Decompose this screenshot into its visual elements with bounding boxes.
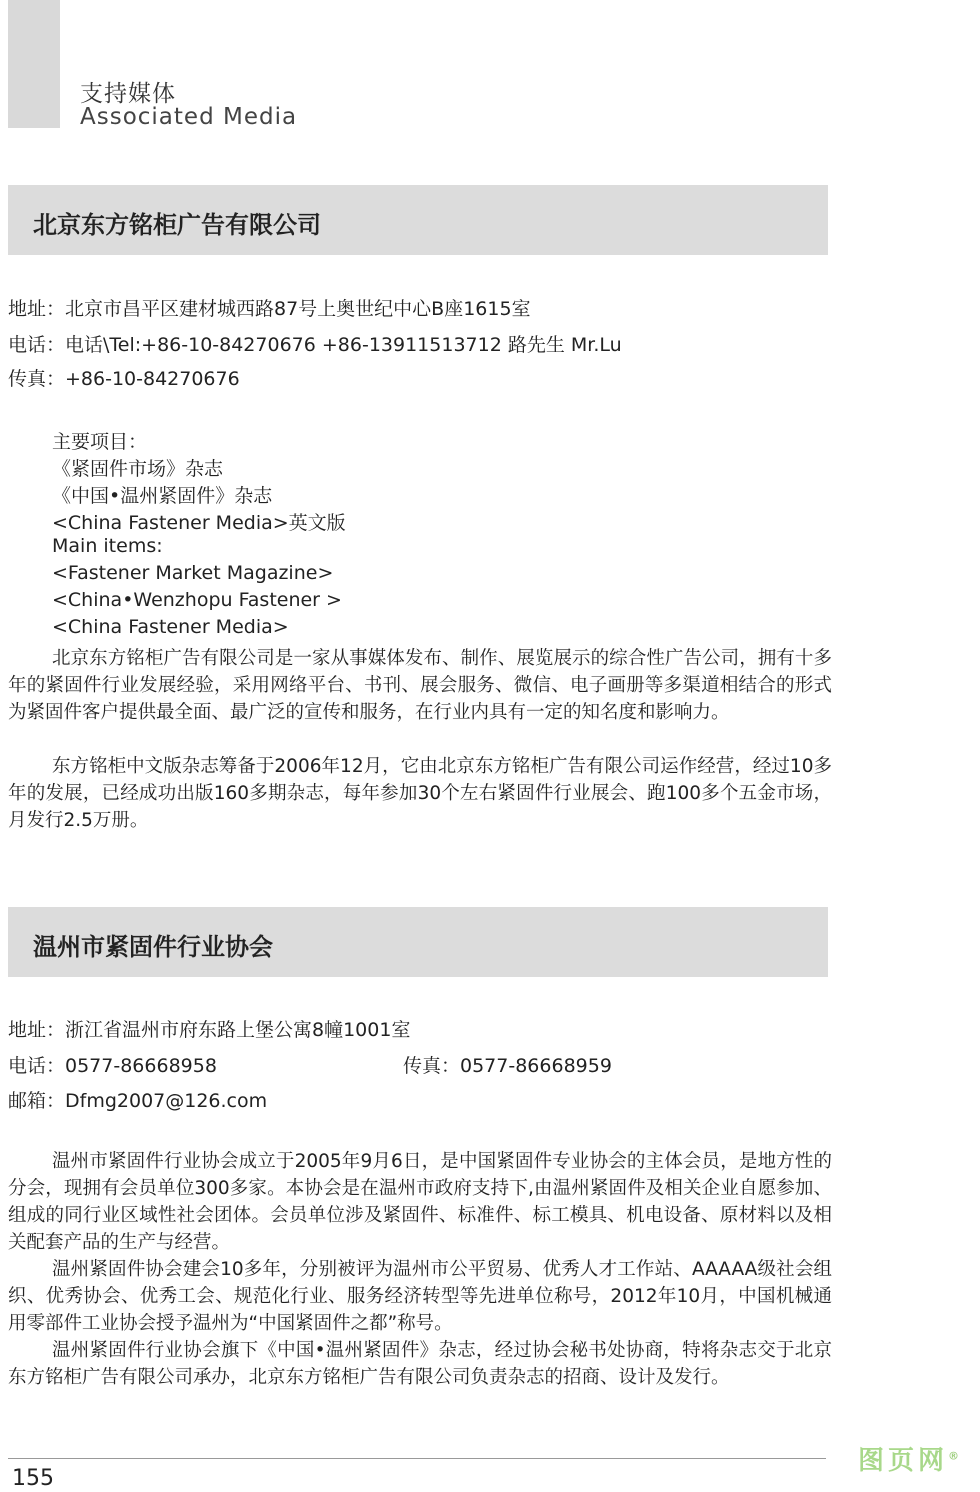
page-number: 155 (12, 1466, 54, 1491)
company2-heading-bar (8, 907, 828, 977)
list-item: 主要项目： (52, 431, 148, 453)
list-item: 《中国•温州紧固件》杂志 (52, 485, 273, 507)
list-item: <China Fastener Media>英文版 (52, 512, 346, 534)
company1-heading-bar (8, 185, 828, 255)
company2-description: 温州市紧固件行业协会成立于2005年9月6日，是中国紧固件专业协会的主体会员，是地方性的分会，现拥有会员单位300多家。本协会是在温州市政府支持下,由温州紧固件及相关企业自愿参加、组成的同行业区域性社会团体。会员单位涉及紧固件、标准件、标工模具、机电设备、原材料以及相关配套产品的生产与经营。 (8, 1151, 832, 1253)
company1-address: 地址：北京市昌平区建材城西路87号上奥世纪中心B座1615室 (8, 298, 531, 320)
list-item: <China Fastener Media> (52, 616, 289, 638)
company2-name: 温州市紧固件行业协会 (33, 933, 273, 961)
company2-phone: 电话：0577-86668958 (8, 1055, 217, 1077)
company1-name: 北京东方铭柜广告有限公司 (33, 211, 321, 239)
list-item: <Fastener Market Magazine> (52, 562, 334, 584)
watermark-text: 图页网 (858, 1446, 949, 1476)
list-item: 《紧固件市场》杂志 (52, 458, 224, 480)
company1-fax: 传真：+86-10-84270676 (8, 368, 240, 390)
company1-history: 东方铭柜中文版杂志筹备于2006年12月，它由北京东方铭柜广告有限公司运作经营，经过10多年的发展，已经成功出版160多期杂志，每年参加30个左右紧固件行业展会、跑100多个五金市场，月发行2.5万册。 (8, 756, 832, 831)
decorative-corner-bar (8, 0, 60, 128)
company2-email: 邮箱：Dfmg2007@126.com (8, 1090, 268, 1112)
section-title-en: Associated Media (80, 104, 298, 130)
list-item: <China•Wenzhopu Fastener > (52, 589, 342, 611)
company2-magazine: 温州紧固件行业协会旗下《中国•温州紧固件》杂志，经过协会秘书处协商，特将杂志交于北京东方铭柜广告有限公司承办，北京东方铭柜广告有限公司负责杂志的招商、设计及发行。 (8, 1340, 832, 1388)
company1-description: 北京东方铭柜广告有限公司是一家从事媒体发布、制作、展览展示的综合性广告公司，拥有十多年的紧固件行业发展经验，采用网络平台、书刊、展会服务、微信、电子画册等多渠道相结合的形式为紧固件客户提供最全面、最广泛的宣传和服务，在行业内具有一定的知名度和影响力。 (8, 648, 832, 723)
footer-divider (8, 1458, 826, 1459)
company1-phone: 电话：电话\Tel:+86-10-84270676 +86-13911513712 路先生 Mr.Lu (8, 334, 622, 356)
company2-address: 地址：浙江省温州市府东路上堡公寓8幢1001室 (8, 1019, 411, 1041)
section-title-zh: 支持媒体 (80, 81, 176, 107)
registered-mark: ® (948, 1449, 964, 1463)
watermark-logo (858, 1440, 963, 1477)
company2-fax: 传真：0577-86668959 (403, 1055, 612, 1077)
company2-honors: 温州紧固件协会建会10多年，分别被评为温州市公平贸易、优秀人才工作站、AAAAA级社会组织、优秀协会、优秀工会、规范化行业、服务经济转型等先进单位称号，2012年10月，中国机械通用零部件工业协会授予温州为“中国紧固件之都”称号。 (8, 1259, 832, 1334)
list-item: Main items: (52, 535, 163, 557)
